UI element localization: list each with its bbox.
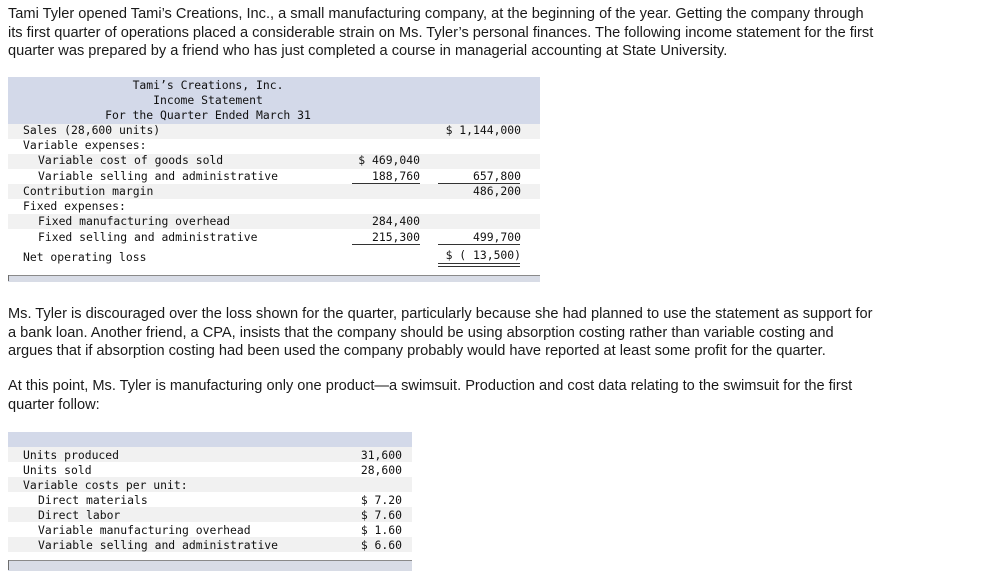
row-label: Sales (28,600 units)	[23, 123, 161, 137]
product-line: At this point, Ms. Tyler is manufacturing only one product—a swimsuit. Production and cost data relating to the swimsuit for the first	[8, 378, 853, 394]
subtotal-underline	[352, 183, 420, 184]
row-value: $ 7.20	[360, 493, 402, 507]
subtotal-underline	[352, 244, 420, 245]
total-double-underline	[438, 266, 520, 267]
total-double-underline	[438, 263, 520, 264]
row-label: Variable selling and administrative	[38, 169, 279, 183]
row-total: $ ( 13,500)	[445, 248, 521, 262]
row-value: 31,600	[360, 448, 402, 462]
table-left-tick	[8, 275, 9, 281]
row-amount: 188,760	[371, 169, 420, 183]
row-amount: 284,400	[371, 214, 420, 228]
row-label: Contribution margin	[23, 184, 154, 198]
subtotal-underline	[438, 244, 520, 245]
product-paragraph	[8, 377, 958, 414]
intro-paragraph	[8, 5, 958, 61]
statement-period: For the Quarter Ended March 31	[105, 108, 311, 122]
discussion-paragraph	[8, 305, 958, 361]
discussion-line: Ms. Tyler is discouraged over the loss shown for the quarter, particularly because she had planned to use the statement as support for	[8, 306, 873, 322]
row-total: 657,800	[472, 169, 521, 183]
row-total: 499,700	[472, 230, 521, 244]
row-label: Fixed selling and administrative	[38, 230, 258, 244]
row-total: 486,200	[472, 184, 521, 198]
row-label: Direct materials	[38, 493, 148, 507]
row-label: Units produced	[23, 448, 120, 462]
row-label: Fixed manufacturing overhead	[38, 214, 231, 228]
row-label: Variable costs per unit:	[23, 478, 188, 492]
row-label: Units sold	[23, 463, 92, 477]
statement-title: Income Statement	[153, 93, 263, 107]
income-statement-table	[8, 77, 540, 281]
row-label: Fixed expenses:	[23, 199, 126, 213]
table-bottom-bar	[8, 560, 412, 571]
row-value: $ 1.60	[360, 523, 402, 537]
row-value: $ 6.60	[360, 538, 402, 552]
row-value: 28,600	[360, 463, 402, 477]
header-band	[8, 432, 412, 447]
intro-line: quarter was prepared by a friend who has just completed a course in managerial accounting at State University.	[8, 43, 728, 59]
row-label: Net operating loss	[23, 250, 147, 264]
discussion-line: argues that if absorption costing had been used the company probably would have reported at least some profit for the quarter.	[8, 343, 826, 359]
production-data-table	[8, 432, 412, 570]
intro-line: Tami Tyler opened Tami’s Creations, Inc., a small manufacturing company, at the beginning of the year. Getting the company through	[8, 6, 864, 22]
row-label: Variable selling and administrative	[38, 538, 279, 552]
row-amount: $ 469,040	[358, 153, 420, 167]
company-name: Tami’s Creations, Inc.	[132, 78, 284, 92]
table-bottom-bar	[8, 275, 540, 282]
row-label: Variable manufacturing overhead	[38, 523, 251, 537]
row-amount: 215,300	[371, 230, 420, 244]
discussion-line: a bank loan. Another friend, a CPA, insists that the company should be using absorption costing rather than variable costing and	[8, 324, 834, 341]
row-value: $ 7.60	[360, 508, 402, 522]
row-label: Variable expenses:	[23, 138, 147, 152]
row-label: Variable cost of goods sold	[38, 153, 224, 167]
intro-line: its first quarter of operations placed a considerable strain on Ms. Tyler’s personal finances. The following income statement for the first	[8, 24, 874, 41]
row-total: $ 1,144,000	[445, 123, 521, 137]
product-line: quarter follow:	[8, 396, 100, 413]
row-label: Direct labor	[38, 508, 121, 522]
table-left-tick	[8, 560, 9, 570]
